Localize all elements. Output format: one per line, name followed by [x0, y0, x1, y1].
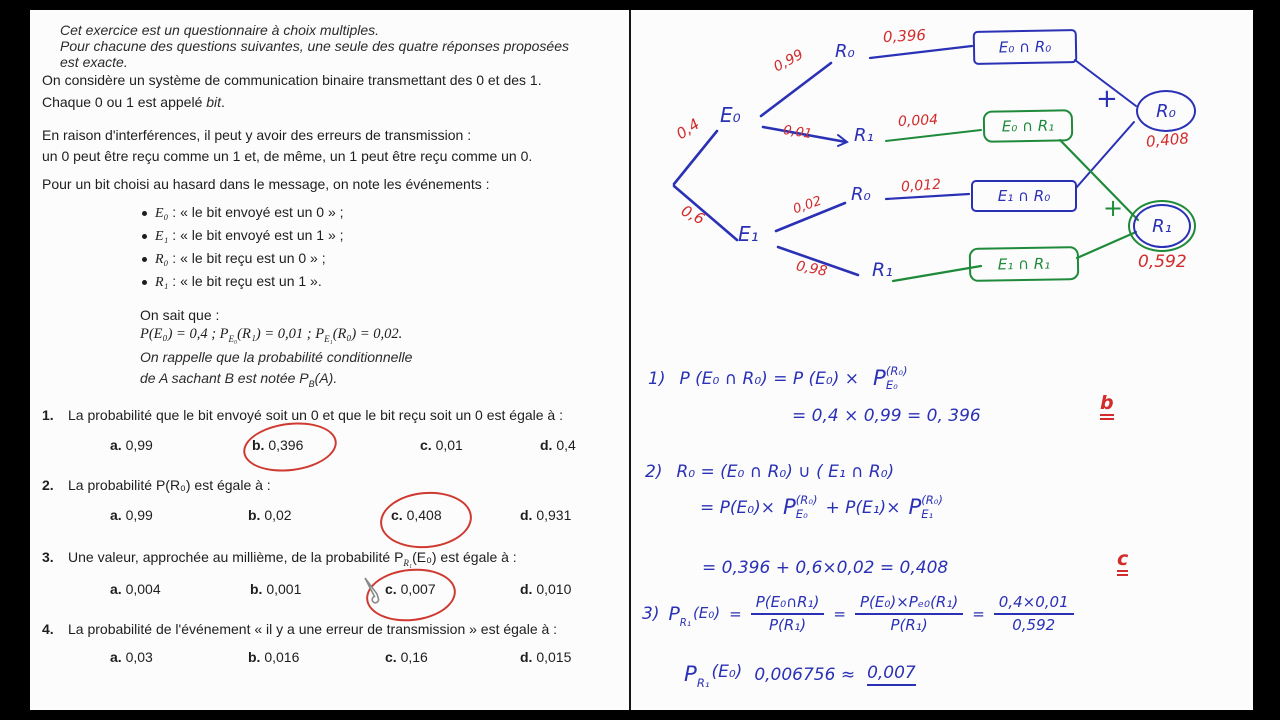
choice-label: b. [248, 507, 261, 523]
node-e0-r1: R₁ [854, 125, 874, 146]
work-3-number: 3) [642, 604, 660, 625]
choice-label: b. [252, 437, 265, 453]
p-cond: R₁ [679, 617, 691, 629]
question-4-choice-d [520, 649, 571, 665]
event-item-r1 [155, 273, 322, 291]
known-note-2b: (A). [314, 370, 338, 386]
plus-sign-r0: + [1096, 84, 1118, 114]
choice-value: 0,408 [406, 507, 442, 523]
choice-label: c. [420, 437, 432, 453]
choice-value: 0,4 [556, 437, 576, 453]
question-4-choice-a [110, 649, 153, 665]
question-3-choice-b [250, 581, 301, 597]
work-2-equation: R₀ = (E₀ ∩ R₀) ∪ ( E₁ ∩ R₀) [676, 462, 895, 482]
question-2-choice-a [110, 507, 153, 523]
product-e0-r1: 0,004 [897, 111, 939, 131]
answer-mark-b: b [1100, 394, 1114, 420]
column-divider [629, 10, 631, 710]
question-1-text: La probabilité que le bit envoyé soit un 0 et que le bit reçu soit un 0 est égale à : [68, 407, 563, 423]
question-2-number: 2. [42, 477, 54, 493]
paragraph-errors-1: En raison d'interférences, il peut y avoir des erreurs de transmission : [42, 127, 472, 143]
p-arg: (R₀) [885, 364, 908, 379]
known-note-2 [140, 370, 337, 392]
work-line-2a [645, 462, 894, 482]
paragraph-bit-italic: bit [206, 94, 222, 110]
question-3-text-pre: Une valeur, approchée au millième, de la probabilité P [68, 549, 404, 565]
cond-prob-pe1-r0 [908, 495, 943, 520]
choice-label: c. [385, 581, 397, 597]
choice-label: d. [520, 581, 533, 597]
node-e1-r1: R₁ [872, 259, 893, 281]
cond-prob-p-e0-r0 [873, 366, 908, 391]
question-3-text-sub: R₁ [403, 557, 413, 568]
event-desc: : « le bit envoyé est un 0 » ; [168, 204, 344, 220]
question-1-number: 1. [42, 407, 54, 423]
total-value-r1: 0,592 [1138, 252, 1187, 272]
answer-mark-c: c [1117, 550, 1128, 576]
box-e0-inter-r0: E₀ ∩ R₀ [973, 29, 1078, 65]
event-symbol: E₀ [155, 206, 169, 221]
event-desc: : « le bit reçu est un 1 ». [168, 273, 322, 289]
known-formula [140, 326, 402, 347]
question-3-text-post: (E₀) est égale à : [412, 549, 517, 565]
paragraph-errors-2: un 0 peut être reçu comme un 1 et, de même, un 1 peut être reçu comme un 0. [42, 148, 533, 164]
node-e0-r0: R₀ [835, 41, 855, 62]
intro-line-3: est exacte. [60, 54, 128, 70]
equals-sign: = [972, 605, 985, 624]
p-cond: E₀ [885, 377, 898, 392]
p-cond: R₁ [696, 676, 710, 690]
question-1-choice-c [420, 437, 463, 453]
question-4-text: La probabilité de l'événement « il y a une erreur de transmission » est égale à : [68, 621, 558, 637]
event-symbol: E₁ [155, 229, 169, 244]
question-2-choice-b [248, 507, 292, 523]
p-arg: (R₀) [921, 493, 943, 508]
work-4-answer: 0,007 [867, 663, 916, 686]
choice-label: a. [110, 437, 122, 453]
total-node-r0: R₀ [1136, 90, 1196, 132]
cond-prob-pr1-e0-final [684, 662, 743, 690]
fraction-denominator: P(R₁) [890, 616, 928, 635]
bullet-icon [142, 280, 147, 285]
choice-label: d. [520, 507, 533, 523]
fraction-numerator: P(E₀∩R₁) [751, 594, 825, 615]
node-e1-r0: R₀ [851, 184, 871, 205]
question-3-text [68, 549, 517, 571]
branch-prob-e0-r1: 0,01 [782, 122, 813, 143]
known-f1: P(E₀) = 0,4 ; P [140, 326, 229, 342]
choice-label: a. [110, 581, 122, 597]
product-e1-r0: 0,012 [900, 176, 942, 196]
choice-value: 0,015 [536, 649, 572, 665]
known-f2-sub: E₁ [324, 333, 333, 344]
plus-sign-r1: + [1103, 194, 1124, 222]
paragraph-bit [42, 94, 225, 110]
p-symbol: P [684, 662, 697, 687]
p-arg: (E₀) [711, 662, 743, 682]
bullet-icon [142, 234, 147, 239]
intro-line-2: Pour chacune des questions suivantes, une seule des quatre réponses proposées [60, 38, 570, 54]
choice-value: 0,99 [125, 437, 153, 453]
cond-prob-pe0-r0 [783, 495, 818, 520]
choice-label: a. [110, 507, 122, 523]
known-title: On sait que : [140, 307, 220, 323]
question-1-choice-a [110, 437, 153, 453]
branch-prob-e0-r0: 0,99 [771, 46, 807, 76]
equals-sign: = [833, 605, 846, 624]
p-arg: (R₀) [795, 493, 818, 508]
paragraph-bit-end: . [221, 94, 225, 110]
fraction-denominator: P(R₁) [768, 616, 807, 635]
intro-line-1: Cet exercice est un questionnaire à choix multiples. [60, 22, 380, 38]
event-desc: : « le bit envoyé est un 1 » ; [168, 227, 344, 243]
choice-value: 0,931 [536, 507, 572, 523]
total-node-r1: R₁ [1133, 204, 1191, 248]
branch-prob-e0: 0,4 [673, 114, 703, 144]
p-cond: E₀ [795, 506, 808, 521]
choice-label: c. [385, 649, 397, 665]
fraction-2 [855, 594, 963, 635]
branch-prob-e1: 0,6 [678, 201, 708, 229]
choice-label: a. [110, 649, 122, 665]
paragraph-system: On considère un système de communication binaire transmettant des 0 et des 1. [42, 72, 542, 88]
event-item-r0 [155, 250, 326, 268]
choice-value: 0,396 [268, 437, 304, 453]
work-2-number: 2) [645, 462, 663, 482]
work-line-4 [684, 662, 916, 690]
work-2-term-2: + P(E₁)× [825, 497, 901, 518]
known-f2: (R₁) = 0,01 ; P [237, 326, 325, 342]
fraction-numerator: 0,4×0,01 [994, 594, 1074, 615]
choice-label: b. [250, 581, 263, 597]
event-desc: : « le bit reçu est un 0 » ; [168, 250, 326, 266]
branch-prob-e1-r1: 0,98 [794, 258, 829, 280]
choice-value: 0,016 [264, 649, 300, 665]
equals-sign: = [729, 605, 742, 624]
question-2-choice-d [520, 507, 571, 523]
fraction-3 [994, 594, 1074, 635]
choice-value: 0,010 [536, 581, 572, 597]
choice-value: 0,001 [266, 581, 302, 597]
fraction-1 [751, 594, 825, 635]
question-1-choice-d [540, 437, 576, 453]
work-4-value: 0,006756 ≈ [754, 664, 856, 685]
question-4-choice-b [248, 649, 299, 665]
choice-value: 0,02 [264, 507, 292, 523]
p-symbol: P [668, 603, 680, 625]
branch-prob-e1-r0: 0,02 [791, 193, 824, 218]
event-item-e1 [155, 227, 344, 245]
work-line-2b [700, 495, 943, 520]
total-value-r0: 0,408 [1145, 129, 1190, 151]
choice-value: 0,004 [125, 581, 161, 597]
product-e0-r0: 0,396 [882, 25, 927, 47]
cond-prob-pr1-e0 [668, 603, 721, 629]
p-symbol: P [872, 366, 886, 391]
p-arg: (E₀) [692, 603, 721, 622]
choice-value: 0,01 [435, 437, 463, 453]
work-2-term-1: = P(E₀)× [700, 497, 775, 518]
box-e1-inter-r0: E₁ ∩ R₀ [971, 180, 1077, 212]
choice-label: c. [391, 507, 403, 523]
node-e0: E₀ [720, 103, 741, 127]
choice-label: d. [520, 649, 533, 665]
question-4-number: 4. [42, 621, 54, 637]
fraction-numerator: P(E₀)×Pₑ₀(R₁) [855, 594, 963, 615]
choice-value: 0,99 [125, 507, 153, 523]
choice-value: 0,16 [400, 649, 428, 665]
known-f3: (R₀) = 0,02. [332, 326, 403, 342]
question-3-choice-d [520, 581, 571, 597]
fraction-denominator: 0,592 [1012, 616, 1056, 635]
bullet-icon [142, 257, 147, 262]
question-2-text: La probabilité P(R₀) est égale à : [68, 477, 271, 493]
p-symbol: P [782, 495, 796, 520]
known-note-1: On rappelle que la probabilité conditionnelle [140, 349, 413, 365]
event-symbol: R₁ [155, 275, 169, 290]
work-1-equation: P (E₀ ∩ R₀) = P (E₀) × [679, 368, 859, 389]
pen-cursor-icon [362, 575, 386, 605]
event-symbol: R₀ [155, 252, 169, 267]
box-e0-inter-r1: E₀ ∩ R₁ [983, 109, 1074, 143]
choice-value: 0,007 [400, 581, 436, 597]
question-4-choice-c [385, 649, 428, 665]
paragraph-bit-pre: Chaque 0 ou 1 est appelé [42, 94, 207, 110]
known-note-2-sub: B [308, 378, 315, 389]
event-item-e0 [155, 204, 344, 222]
choice-value: 0,03 [125, 649, 153, 665]
choice-label: b. [248, 649, 261, 665]
box-e1-inter-r1: E₁ ∩ R₁ [969, 246, 1080, 282]
work-line-1a [648, 366, 907, 391]
work-line-3 [642, 594, 1074, 635]
work-1-number: 1) [648, 368, 666, 389]
question-3-choice-a [110, 581, 161, 597]
known-note-2a: de A sachant B est notée P [140, 370, 309, 386]
question-3-number: 3. [42, 549, 54, 565]
work-line-2c: = 0,396 + 0,6×0,02 = 0,408 [702, 558, 949, 578]
work-line-1b: = 0,4 × 0,99 = 0, 396 [792, 406, 981, 426]
p-symbol: P [908, 495, 922, 520]
known-f1-sub: E₀ [228, 333, 238, 344]
node-e1: E₁ [738, 222, 759, 246]
choice-label: d. [540, 437, 553, 453]
paragraph-events: Pour un bit choisi au hasard dans le message, on note les événements : [42, 176, 490, 192]
bullet-icon [142, 211, 147, 216]
p-cond: E₁ [921, 506, 934, 521]
